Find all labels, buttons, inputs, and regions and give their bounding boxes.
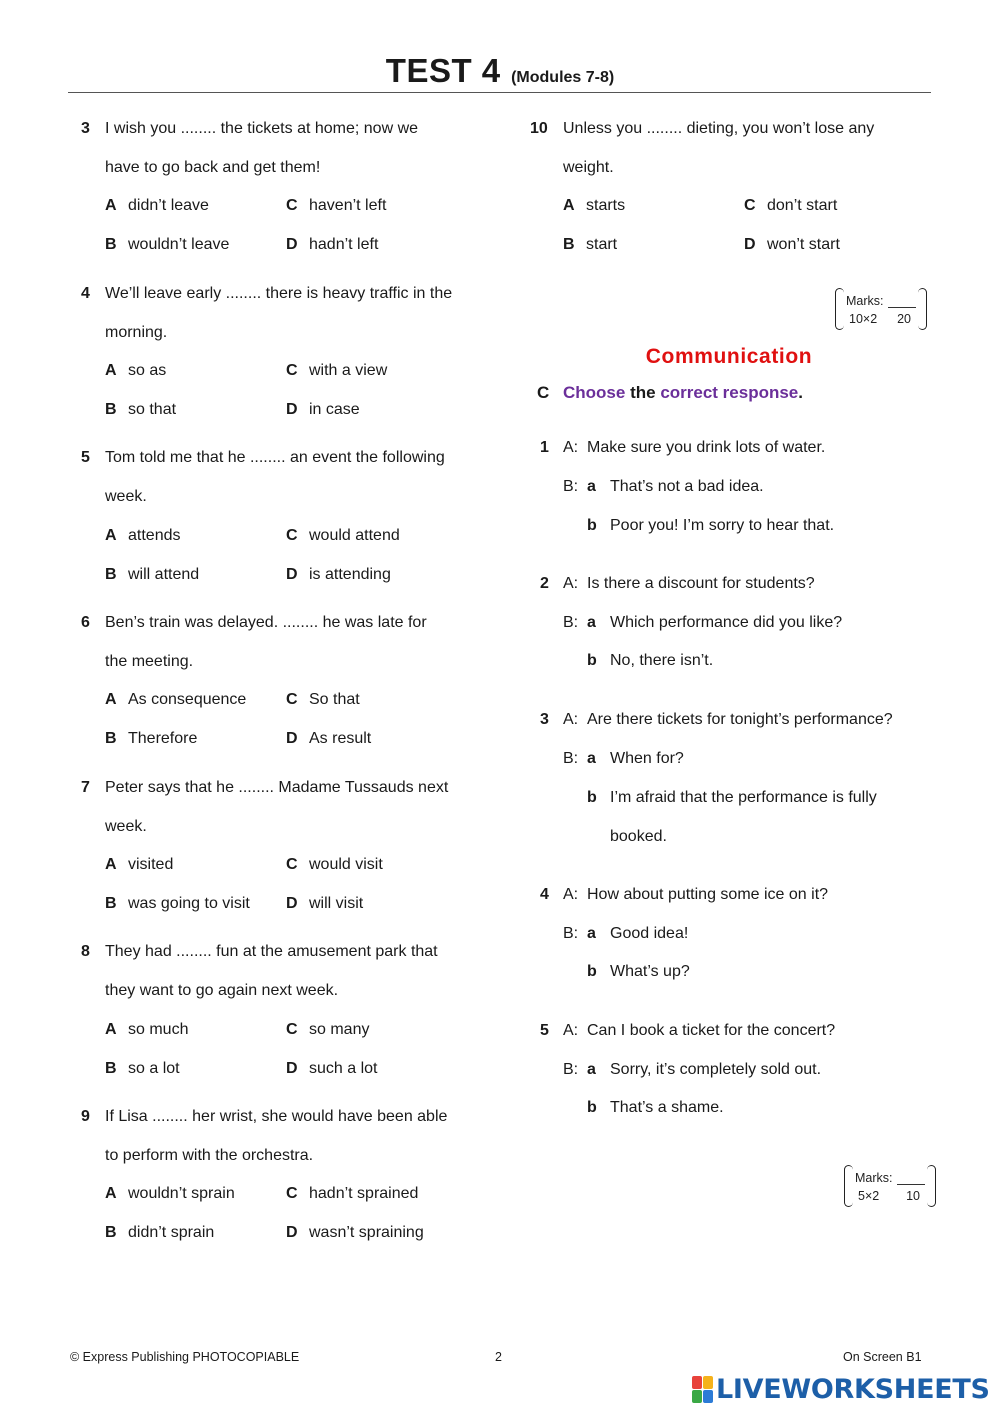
question-8-option-b[interactable]: B so a lot [105,1060,180,1077]
question-6-text: Ben’s train was delayed. ........ he was late for [105,614,427,631]
question-6-option-a[interactable]: A As consequence [105,691,247,708]
question-4-option-d[interactable]: D in case [286,401,360,418]
question-9-text-cont: to perform with the orchestra. [105,1147,314,1164]
question-10-option-c[interactable]: C don’t start [744,197,838,214]
question-5-option-a[interactable]: A attends [105,527,181,544]
speaker-b-label: B: [563,478,579,495]
question-7-option-b[interactable]: B was going to visit [105,895,250,912]
question-4-option-a[interactable]: A so as [105,362,167,379]
dialogue-5-number: 5 [540,1022,549,1039]
question-9-option-d[interactable]: D wasn’t spraining [286,1224,424,1241]
question-9-text: If Lisa ........ her wrist, she would have been able [105,1108,448,1125]
test-subtitle: (Modules 7-8) [511,69,615,86]
question-4-text-cont: morning. [105,324,168,341]
marks-label: Marks: [846,294,884,308]
question-10-option-a[interactable]: A starts [563,197,626,214]
question-6-option-d[interactable]: D As result [286,730,372,747]
liveworksheets-logo [692,1372,990,1406]
question-8-text: They had ........ fun at the amusement park that [105,943,438,960]
question-7-option-a[interactable]: A visited [105,856,174,873]
section-c-letter: C [537,383,550,402]
dialogue-3-option-a[interactable]: a When for? [587,750,684,767]
footer-book-title: On Screen B1 [843,1350,922,1364]
question-4-number: 4 [81,285,90,302]
page-title [0,52,1000,90]
marks-calc: 10×2 [849,312,878,326]
question-7-number: 7 [81,779,90,796]
dialogue-2-prompt: Is there a discount for students? [587,575,815,592]
speaker-a-label: A: [563,575,579,592]
bracket-left [835,288,844,330]
dialogue-4-option-a[interactable]: a Good idea! [587,925,689,942]
bracket-right [918,288,927,330]
footer-page-number: 2 [495,1350,502,1364]
question-6-text-cont: the meeting. [105,653,194,670]
marks-total: 20 [897,312,911,326]
question-5-number: 5 [81,449,90,466]
dialogue-3-option-b[interactable]: b I’m afraid that the performance is fully [587,789,877,806]
marks-score-blank[interactable] [888,307,916,308]
dialogue-2-number: 2 [540,575,549,592]
question-5-option-d[interactable]: D is attending [286,566,391,583]
dialogue-4-option-b[interactable]: b What’s up? [587,963,690,980]
question-9-option-c[interactable]: C hadn’t sprained [286,1185,419,1202]
speaker-a-label: A: [563,886,579,903]
speaker-a-label: A: [563,439,579,456]
speaker-b-label: B: [563,925,579,942]
question-9-option-a[interactable]: A wouldn’t sprain [105,1185,235,1202]
question-7-option-c[interactable]: C would visit [286,856,383,873]
speaker-a-label: A: [563,711,579,728]
question-8-option-d[interactable]: D such a lot [286,1060,378,1077]
dialogue-5-prompt: Can I book a ticket for the concert? [587,1022,836,1039]
question-4-option-b[interactable]: B so that [105,401,177,418]
question-3-text: I wish you ........ the tickets at home; now we [105,120,419,137]
test-title: TEST 4 [385,52,501,89]
marks-score-blank[interactable] [897,1184,925,1185]
dialogue-1-number: 1 [540,439,549,456]
question-5-option-b[interactable]: B will attend [105,566,200,583]
question-10-number: 10 [530,120,548,137]
question-9-option-b[interactable]: B didn’t sprain [105,1224,215,1241]
question-3-option-c[interactable]: C haven’t left [286,197,387,214]
question-3-option-b[interactable]: B wouldn’t leave [105,236,230,253]
question-9-number: 9 [81,1108,90,1125]
marks-label: Marks: [855,1171,893,1185]
speaker-b-label: B: [563,614,579,631]
question-8-text-cont: they want to go again next week. [105,982,339,999]
marks-calc: 5×2 [858,1189,880,1203]
question-10-option-b[interactable]: B start [563,236,618,253]
question-5-text: Tom told me that he ........ an event the following [105,449,445,466]
speaker-b-label: B: [563,1061,579,1078]
question-3-option-d[interactable]: D hadn’t left [286,236,379,253]
question-8-number: 8 [81,943,90,960]
section-c-instruction: Choose the correct response. [563,383,803,402]
question-3-option-a[interactable]: A didn’t leave [105,197,209,214]
dialogue-2-option-b[interactable]: b No, there isn’t. [587,652,714,669]
question-3-text-cont: have to go back and get them! [105,159,321,176]
question-5-option-c[interactable]: C would attend [286,527,400,544]
question-4-option-c[interactable]: C with a view [286,362,388,379]
question-7-option-d[interactable]: D will visit [286,895,364,912]
question-10-option-d[interactable]: D won’t start [744,236,840,253]
question-7-text: Peter says that he ........ Madame Tussauds next [105,779,449,796]
communication-heading: Communication [645,345,813,368]
bracket-right [927,1165,936,1207]
dialogue-4-prompt: How about putting some ice on it? [587,886,829,903]
question-6-option-b[interactable]: B Therefore [105,730,198,747]
dialogue-1-prompt: Make sure you drink lots of water. [587,439,826,456]
speaker-a-label: A: [563,1022,579,1039]
question-5-text-cont: week. [105,488,147,505]
dialogue-1-option-b[interactable]: b Poor you! I’m sorry to hear that. [587,517,835,534]
dialogue-5-option-b[interactable]: b That’s a shame. [587,1099,724,1116]
question-10-text-cont: weight. [563,159,614,176]
marks-total: 10 [906,1189,920,1203]
dialogue-3-option-b-cont: booked. [610,828,667,845]
marks-box-communication [844,1165,936,1207]
dialogue-2-option-a[interactable]: a Which performance did you like? [587,614,843,631]
question-8-option-c[interactable]: C so many [286,1021,370,1038]
question-6-option-c[interactable]: C So that [286,691,360,708]
speaker-b-label: B: [563,750,579,767]
question-3-number: 3 [81,120,90,137]
dialogue-5-option-a[interactable]: a Sorry, it’s completely sold out. [587,1061,822,1078]
question-10-text: Unless you ........ dieting, you won’t lose any [563,120,875,137]
liveworksheets-wordmark: LIVEWORKSHEETS [716,1373,990,1405]
dialogue-3-prompt: Are there tickets for tonight’s performance? [587,711,893,728]
question-4-text: We’ll leave early ........ there is heavy traffic in the [105,285,453,302]
title-divider [68,92,931,93]
question-8-option-a[interactable]: A so much [105,1021,189,1038]
dialogue-1-option-a[interactable]: a That’s not a bad idea. [587,478,764,495]
bracket-left [844,1165,853,1207]
marks-box-grammar [835,288,927,330]
dialogue-4-number: 4 [540,886,549,903]
dialogue-3-number: 3 [540,711,549,728]
question-7-text-cont: week. [105,818,147,835]
footer-copyright: © Express Publishing PHOTOCOPIABLE [70,1350,300,1364]
question-6-number: 6 [81,614,90,631]
liveworksheets-grid-icon [692,1376,713,1403]
